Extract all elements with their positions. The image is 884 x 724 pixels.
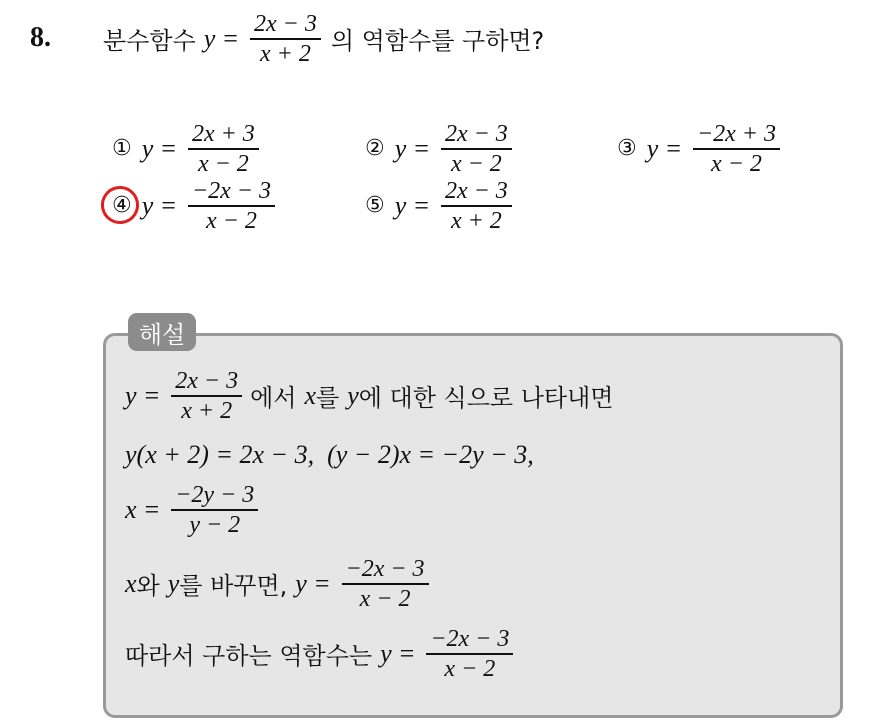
line2-equation: y(x + 2) = 2x − 3, (y − 2)x = −2y − 3,: [125, 440, 534, 469]
line4-denominator: x − 2: [359, 585, 411, 612]
choice-4-eq: =: [161, 190, 176, 220]
choice-3-numerator: −2x + 3: [696, 121, 776, 147]
choice-2-eq: =: [414, 133, 429, 163]
choice-5-fraction: [441, 177, 512, 235]
line1-eq: =: [144, 380, 160, 410]
choice-2-denominator: x − 2: [450, 150, 502, 177]
choice-1-numerator: 2x + 3: [191, 121, 255, 147]
line5-text-1: 따라서 구하는 역함수는: [125, 642, 373, 671]
question-y: y: [203, 23, 216, 53]
choice-1-fraction: [188, 120, 259, 178]
line4-fraction: [342, 555, 429, 613]
choice-3-fraction: [693, 120, 780, 178]
choice-5-lhs: y: [394, 190, 407, 220]
line4-var-2: y: [167, 568, 180, 598]
choice-4-fraction: [188, 177, 275, 235]
solution-line-5: [125, 625, 517, 683]
line3-eq: =: [144, 494, 160, 524]
line1-numerator: 2x − 3: [175, 368, 239, 394]
choice-2[interactable]: [365, 120, 516, 178]
line1-text-2: 를: [316, 384, 340, 413]
line4-lhs: y: [295, 568, 307, 598]
line3-fraction: [171, 481, 258, 539]
choice-4-lhs: y: [141, 190, 154, 220]
choice-3-lhs: y: [646, 133, 659, 163]
choice-1[interactable]: [112, 120, 263, 178]
line1-denominator: x + 2: [181, 397, 233, 424]
line3-lhs: x: [125, 494, 137, 524]
line1-lhs: y: [125, 380, 137, 410]
line5-lhs: y: [380, 638, 392, 668]
question-numerator: 2x − 3: [253, 11, 317, 37]
choice-5[interactable]: [365, 177, 516, 235]
line4-var-1: x: [125, 568, 137, 598]
choice-4-numerator: −2x − 3: [191, 178, 271, 204]
choice-2-numerator: 2x − 3: [444, 121, 508, 147]
line5-numerator: −2x − 3: [430, 626, 510, 652]
choice-1-eq: =: [161, 133, 176, 163]
choice-1-mark: ①: [112, 136, 132, 162]
solution-line-3: [125, 481, 262, 539]
choice-2-fraction: [441, 120, 512, 178]
line1-text-3: 에 대한 식으로 나타내면: [358, 384, 614, 413]
question-suffix: 의 역함수를 구하면?: [330, 27, 545, 56]
solution-line-1: [125, 367, 613, 425]
line1-var-1: x: [304, 380, 316, 410]
question-stem: [103, 10, 544, 68]
line1-var-2: y: [347, 380, 359, 410]
solution-tag: 해설: [128, 313, 196, 351]
solution-line-2: [125, 440, 534, 470]
choice-1-lhs: y: [141, 133, 154, 163]
line3-denominator: y − 2: [189, 511, 241, 538]
question-fraction: [250, 10, 321, 68]
line1-text-1: 에서: [250, 384, 297, 413]
line3-numerator: −2y − 3: [175, 482, 255, 508]
question-prefix: 분수함수: [103, 27, 196, 56]
choice-2-mark: ②: [365, 136, 385, 162]
line4-text-2: 를 바꾸면,: [179, 572, 288, 601]
choice-3-eq: =: [666, 133, 681, 163]
line5-eq: =: [399, 638, 415, 668]
choice-5-mark: ⑤: [365, 193, 385, 219]
question-eq: =: [223, 23, 238, 53]
choice-4-mark: ④: [112, 193, 132, 219]
choice-3[interactable]: [617, 120, 784, 178]
choice-5-numerator: 2x − 3: [444, 178, 508, 204]
choice-5-denominator: x + 2: [450, 207, 502, 234]
choice-5-eq: =: [414, 190, 429, 220]
line5-denominator: x − 2: [444, 655, 496, 682]
question-number: 8.: [30, 22, 51, 53]
choice-3-denominator: x − 2: [711, 150, 762, 177]
question-denominator: x + 2: [259, 40, 311, 67]
choice-1-denominator: x − 2: [197, 150, 249, 177]
line1-fraction: [171, 367, 242, 425]
line4-numerator: −2x − 3: [345, 556, 425, 582]
choice-2-lhs: y: [394, 133, 407, 163]
solution-line-4: [125, 555, 433, 613]
choice-4-denominator: x − 2: [206, 207, 257, 234]
line4-text-1: 와: [136, 572, 160, 601]
choice-3-mark: ③: [617, 136, 637, 162]
line5-fraction: [426, 625, 513, 683]
line4-eq: =: [314, 568, 330, 598]
